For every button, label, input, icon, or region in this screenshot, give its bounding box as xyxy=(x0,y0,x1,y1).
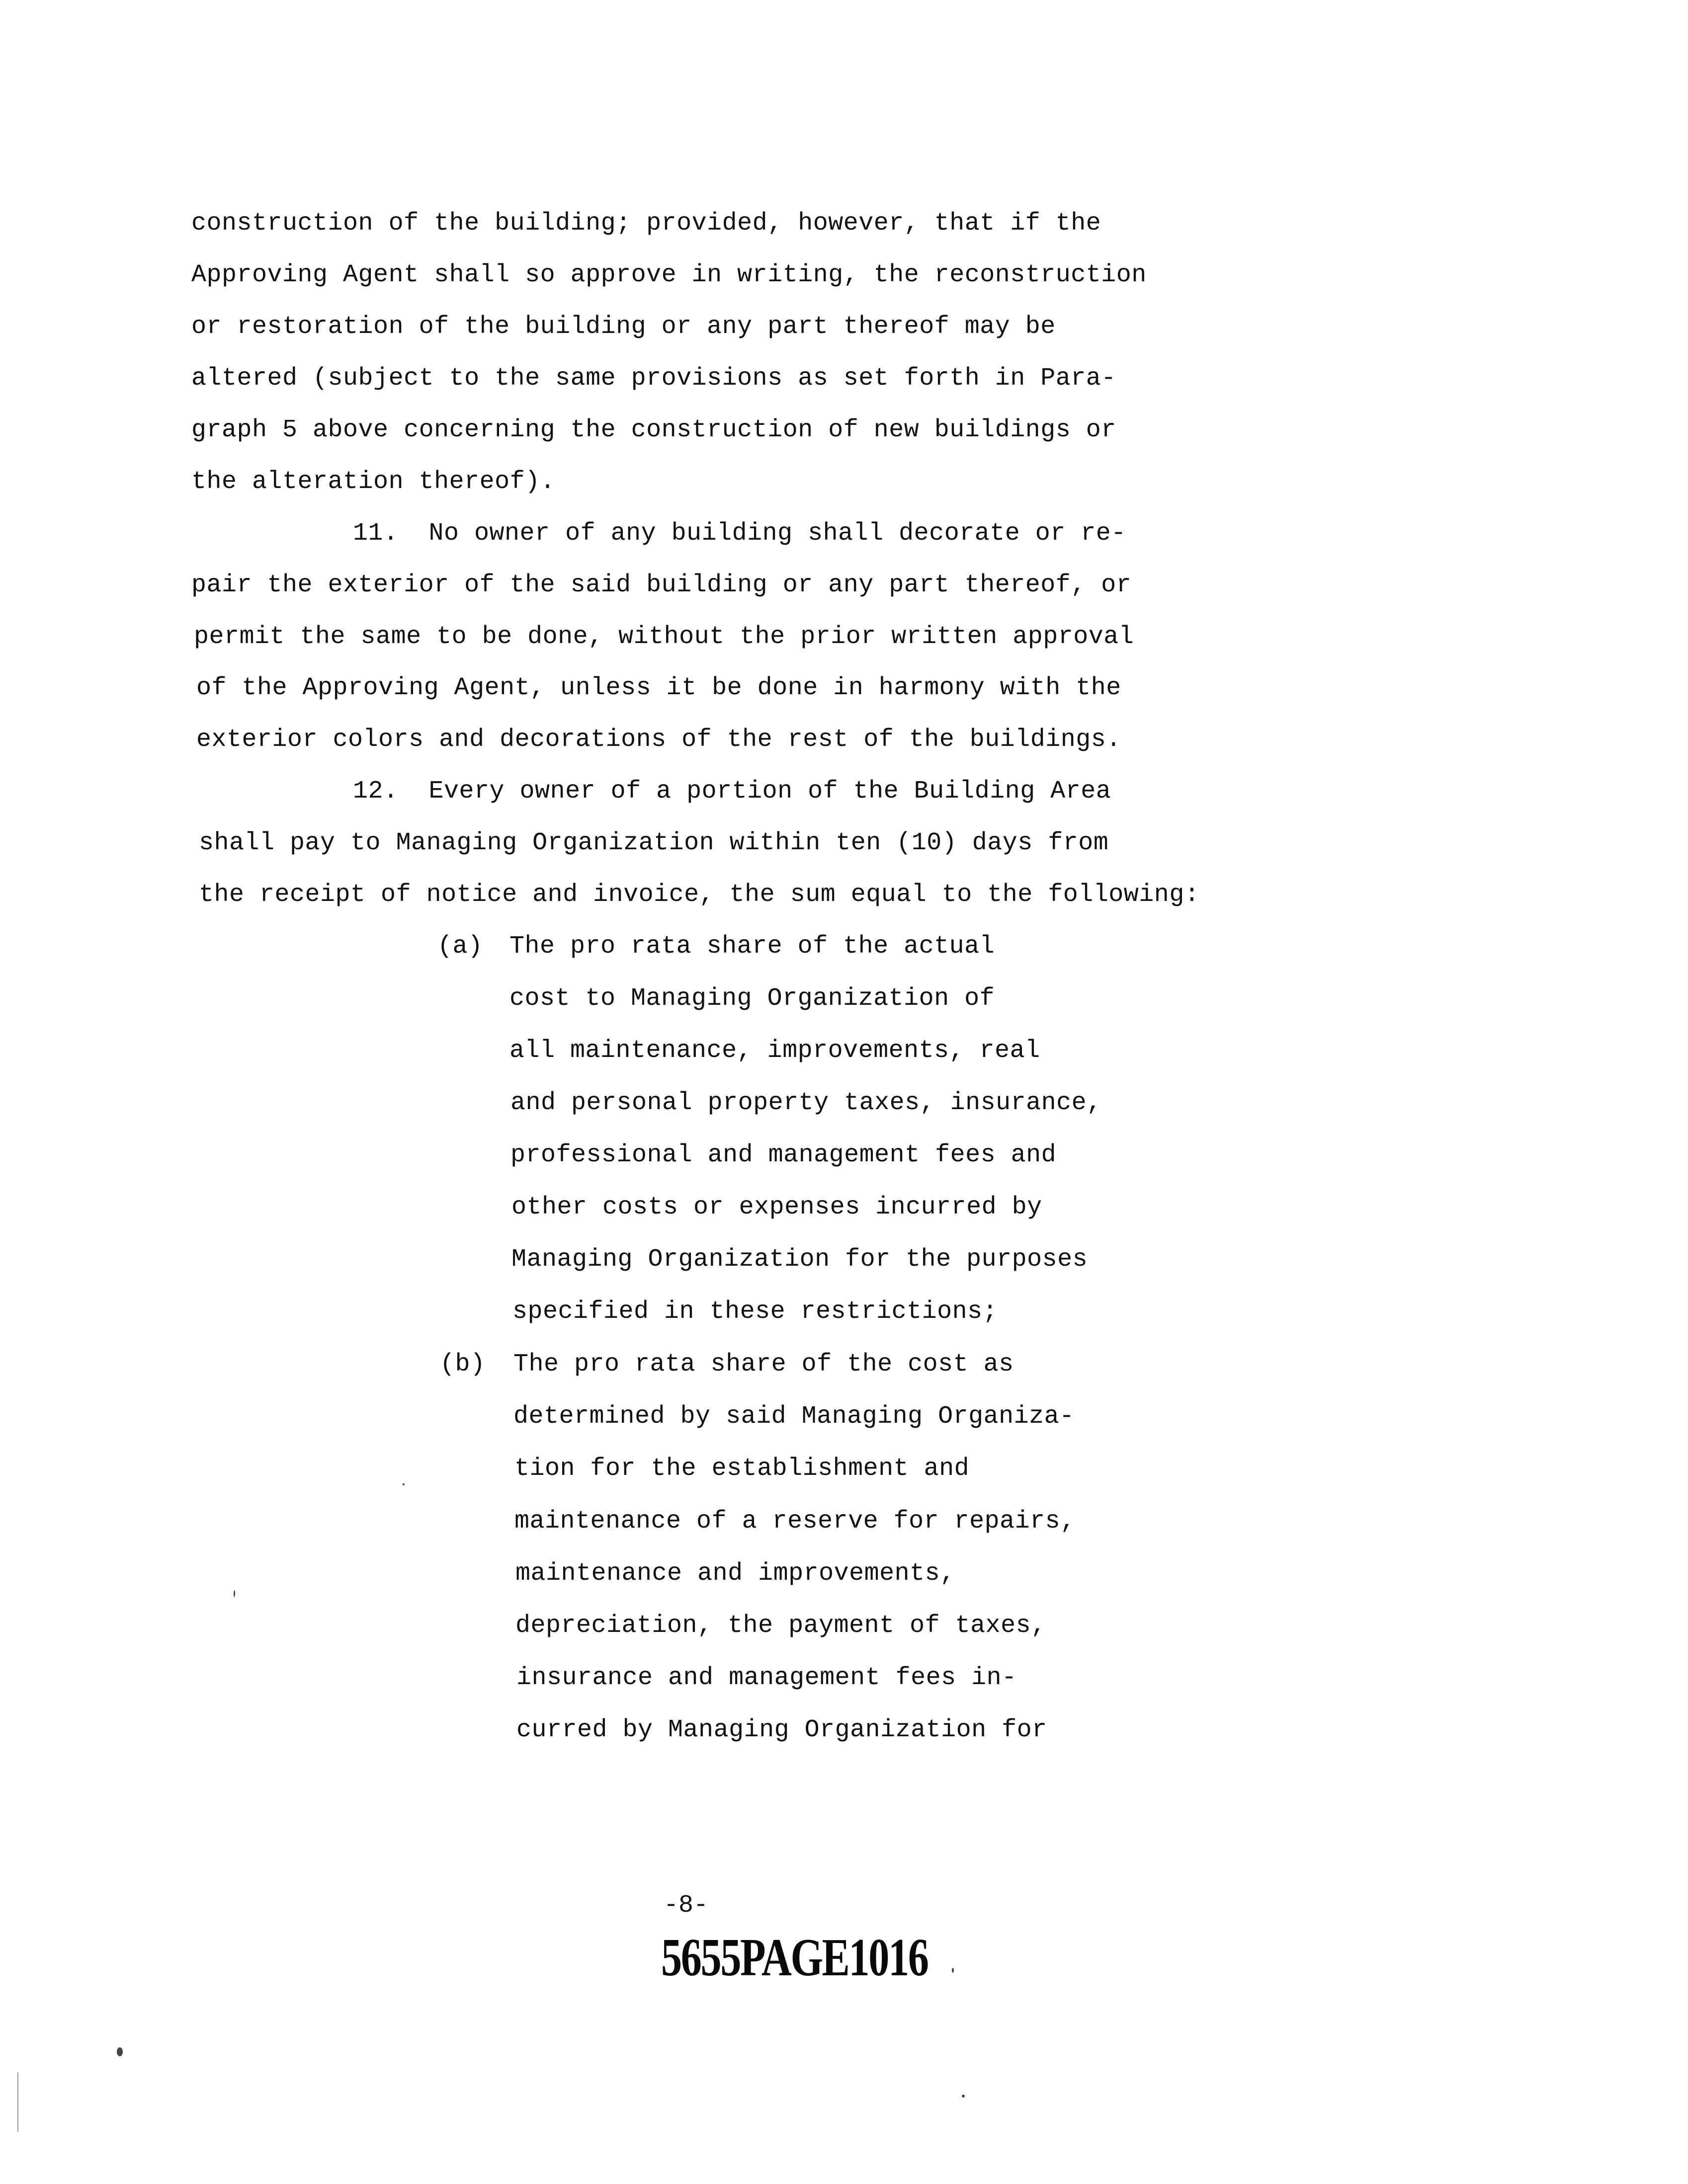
text-line: construction of the building; provided, however, that if the xyxy=(191,209,1101,238)
page-number: -8- xyxy=(664,1891,709,1920)
item-marker-a: (a) xyxy=(437,932,483,961)
text-line: Managing Organization for the purposes xyxy=(511,1245,1088,1274)
scan-speck xyxy=(952,1968,954,1973)
text-line: altered (subject to the same provisions as set forth in Para- xyxy=(191,364,1116,393)
text-line: cost to Managing Organization of xyxy=(509,984,995,1013)
scan-speck xyxy=(234,1590,235,1597)
text-line: curred by Managing Organization for xyxy=(516,1716,1047,1744)
scan-speck xyxy=(962,2095,965,2098)
text-line: and personal property taxes, insurance, xyxy=(510,1089,1102,1117)
text-line: tion for the establishment and xyxy=(514,1455,970,1483)
item-marker-b: (b) xyxy=(440,1350,486,1378)
text-line: The pro rata share of the cost as xyxy=(513,1350,1014,1378)
scan-speck xyxy=(403,1483,405,1485)
text-line: all maintenance, improvements, real xyxy=(509,1037,1040,1065)
text-line: exterior colors and decorations of the rest of the buildings. xyxy=(196,726,1121,754)
text-line: shall pay to Managing Organization within ten (10) days from xyxy=(199,829,1109,857)
scan-speck xyxy=(17,2072,18,2132)
text-line: the alteration thereof). xyxy=(191,468,556,496)
text-line: professional and management fees and xyxy=(510,1141,1057,1169)
text-line: depreciation, the payment of taxes, xyxy=(515,1612,1046,1640)
text-line: maintenance of a reserve for repairs, xyxy=(514,1507,1076,1536)
text-line: permit the same to be done, without the prior written approval xyxy=(194,623,1134,651)
text-line: maintenance and improvements, xyxy=(515,1559,955,1588)
text-line: 11. No owner of any building shall decorate or re- xyxy=(353,519,1126,548)
text-line: determined by said Managing Organiza- xyxy=(513,1402,1075,1431)
text-line: insurance and management fees in- xyxy=(516,1664,1017,1692)
text-line: the receipt of notice and invoice, the sum equal to the following: xyxy=(199,881,1200,909)
text-line: pair the exterior of the said building or any part thereof, or xyxy=(191,571,1132,599)
text-line: of the Approving Agent, unless it be done in harmony with the xyxy=(196,674,1121,702)
book-page-stamp: 5655PAGE1016 xyxy=(661,1928,928,1987)
text-line: 12. Every owner of a portion of the Building Area xyxy=(353,777,1111,806)
text-line: other costs or expenses incurred by xyxy=(511,1193,1042,1221)
scan-speck xyxy=(117,2047,123,2056)
text-line: Approving Agent shall so approve in writing, the reconstruction xyxy=(191,261,1147,289)
text-line: graph 5 above concerning the construction of new buildings or xyxy=(191,416,1116,444)
text-line: or restoration of the building or any part thereof may be xyxy=(191,313,1056,341)
text-line: The pro rata share of the actual xyxy=(509,932,995,961)
text-line: specified in these restrictions; xyxy=(512,1297,998,1326)
